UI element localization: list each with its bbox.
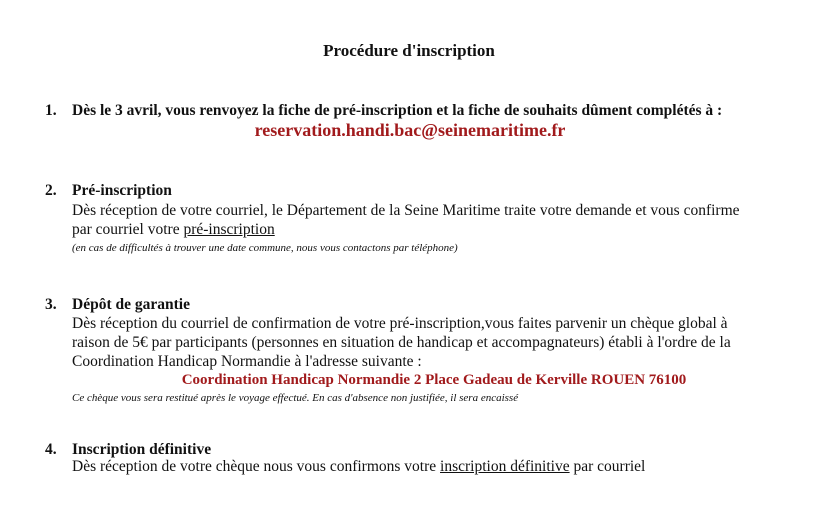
step-2-line-2-prefix: par courriel votre bbox=[72, 221, 184, 238]
step-2-line-1: Dès réception de votre courriel, le Département de la Seine Maritime traite votre demande et vous confirme bbox=[72, 202, 740, 219]
page-title: Procédure d'inscription bbox=[323, 41, 495, 60]
step-4-line-1-suffix: par courriel bbox=[569, 458, 646, 475]
step-1-text: Dès le 3 avril, vous renvoyez la fiche de pré-inscription et la fiche de souhaits dûment complétés à : bbox=[72, 102, 723, 119]
step-2-line-2 bbox=[72, 221, 275, 239]
step-3-note: Ce chèque vous sera restitué après le voyage effectué. En cas d'absence non justifiée, il sera encaissé bbox=[72, 392, 519, 404]
mailing-address: Coordination Handicap Normandie 2 Place Gadeau de Kerville ROUEN 76100 bbox=[181, 372, 687, 388]
step-2-note: (en cas de difficultés à trouver une date commune, nous vous contactons par téléphone) bbox=[72, 242, 458, 254]
step-3-line-3: Coordination Handicap Normandie à l'adresse suivante : bbox=[72, 353, 422, 370]
step-2-number: 2. bbox=[45, 182, 57, 199]
step-2-heading: Pré-inscription bbox=[72, 182, 172, 199]
step-4-heading: Inscription définitive bbox=[72, 441, 212, 458]
step-3-number: 3. bbox=[45, 296, 57, 313]
step-4-line-1-prefix: Dès réception de votre chèque nous vous confirmons votre bbox=[72, 458, 441, 475]
step-4-line-1 bbox=[72, 458, 645, 476]
inscription-definitive-link: inscription définitive bbox=[440, 458, 570, 475]
step-3-line-2: raison de 5€ par participants (personnes en situation de handicap et accompagnateurs) établi à l'ordre de la bbox=[72, 334, 731, 351]
step-1-number: 1. bbox=[45, 102, 57, 119]
step-3-line-1: Dès réception du courriel de confirmation de votre pré-inscription,vous faites parvenir un chèque global à bbox=[72, 315, 728, 332]
pre-inscription-link: pré-inscription bbox=[183, 221, 275, 238]
step-3-heading: Dépôt de garantie bbox=[72, 296, 190, 313]
step-4-number: 4. bbox=[45, 441, 57, 458]
contact-email[interactable]: reservation.handi.bac@seinemaritime.fr bbox=[254, 120, 566, 140]
